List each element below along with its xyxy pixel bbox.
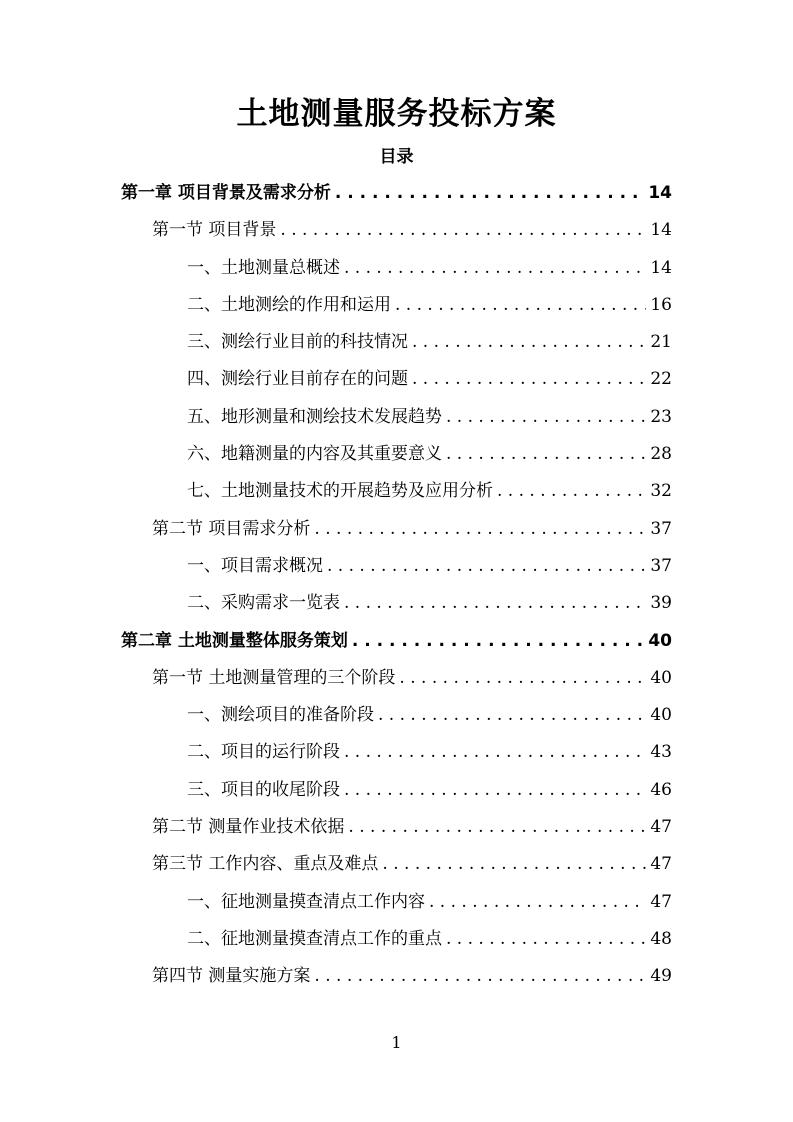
toc-entry-title: 第三节 工作内容、重点及难点 — [152, 854, 379, 875]
toc-entry-title: 一、项目需求概况 — [187, 555, 323, 576]
toc-entry-title: 六、地籍测量的内容及其重要意义 — [187, 444, 442, 465]
toc-dot-leader — [352, 623, 644, 660]
toc-entry-page: 43 — [650, 742, 672, 763]
toc-dot-leader — [412, 324, 646, 361]
toc-subsection-entry[interactable] — [0, 436, 793, 473]
toc-entry-page: 32 — [650, 481, 672, 502]
toc-subsection-entry[interactable] — [0, 548, 793, 585]
toc-entry-page: 37 — [650, 518, 672, 539]
toc-entry-title: 第四节 测量实施方案 — [152, 966, 311, 987]
toc-subsection-entry[interactable] — [0, 772, 793, 809]
toc-dot-leader — [382, 846, 646, 883]
toc-entry-page: 14 — [650, 257, 672, 278]
toc-dot-leader — [344, 585, 646, 622]
toc-subsection-entry[interactable] — [0, 250, 793, 287]
toc-entry-title: 七、土地测量技术的开展趋势及应用分析 — [187, 481, 493, 502]
toc-entry-title: 三、项目的收尾阶段 — [187, 779, 340, 800]
toc-entry-title: 五、地形测量和测绘技术发展趋势 — [187, 406, 442, 427]
toc-dot-leader — [344, 734, 646, 771]
toc-entry-page: 37 — [650, 555, 672, 576]
toc-subsection-entry[interactable] — [0, 697, 793, 734]
toc-section-entry[interactable] — [0, 809, 793, 846]
toc-dot-leader — [446, 921, 646, 958]
toc-section-entry[interactable] — [0, 846, 793, 883]
toc-entry-title: 第一章 项目背景及需求分析 — [121, 183, 331, 203]
toc-section-entry[interactable] — [0, 660, 793, 697]
toc-dot-leader — [446, 436, 646, 473]
toc-entry-page: 40 — [650, 705, 672, 726]
toc-dot-leader — [327, 548, 646, 585]
toc-dot-leader — [446, 399, 646, 436]
toc-entry-title: 一、土地测量总概述 — [187, 257, 340, 278]
toc-entry-page: 16 — [650, 294, 672, 315]
toc-dot-leader — [348, 809, 646, 846]
toc-dot-leader — [335, 175, 644, 212]
toc-entry-page: 46 — [650, 779, 672, 800]
toc-entry-title: 第一节 项目背景 — [152, 220, 277, 241]
toc-chapter-entry[interactable] — [0, 175, 793, 212]
toc-dot-leader — [399, 660, 646, 697]
toc-entry-title: 二、采购需求一览表 — [187, 593, 340, 614]
toc-entry-page: 40 — [648, 630, 672, 651]
toc-entry-page: 21 — [650, 332, 672, 353]
toc-entry-page: 39 — [650, 593, 672, 614]
toc-entry-page: 23 — [650, 406, 672, 427]
toc-dot-leader — [378, 697, 646, 734]
toc-entry-page: 48 — [650, 928, 672, 949]
toc-entry-page: 14 — [648, 183, 672, 203]
toc-entry-title: 一、征地测量摸查清点工作内容 — [187, 891, 425, 912]
toc-entry-page: 47 — [650, 854, 672, 875]
toc-entry-title: 一、测绘项目的准备阶段 — [187, 705, 374, 726]
toc-subsection-entry[interactable] — [0, 399, 793, 436]
toc-entry-title: 二、项目的运行阶段 — [187, 742, 340, 763]
toc-subsection-entry[interactable] — [0, 585, 793, 622]
toc-entry-title: 第二节 项目需求分析 — [152, 518, 311, 539]
toc-entry-page: 22 — [650, 369, 672, 390]
toc-subsection-entry[interactable] — [0, 287, 793, 324]
toc-subsection-entry[interactable] — [0, 921, 793, 958]
toc-entry-title: 四、测绘行业目前存在的问题 — [187, 369, 408, 390]
toc-entry-page: 49 — [650, 966, 672, 987]
toc-entry-title: 第一节 土地测量管理的三个阶段 — [152, 667, 396, 688]
table-of-contents — [0, 175, 793, 996]
document-title: 土地测量服务投标方案 — [236, 96, 557, 132]
toc-subsection-entry[interactable] — [0, 734, 793, 771]
toc-entry-title: 第二节 测量作业技术依据 — [152, 817, 345, 838]
toc-section-entry[interactable] — [0, 212, 793, 249]
toc-entry-title: 二、土地测绘的作用和运用 — [187, 294, 391, 315]
toc-dot-leader — [344, 772, 646, 809]
toc-entry-title: 二、征地测量摸查清点工作的重点 — [187, 928, 442, 949]
toc-entry-page: 40 — [650, 667, 672, 688]
toc-subsection-entry[interactable] — [0, 473, 793, 510]
toc-entry-page: 28 — [650, 444, 672, 465]
toc-dot-leader — [429, 884, 646, 921]
toc-entry-page: 47 — [650, 817, 672, 838]
toc-dot-leader — [344, 250, 646, 287]
toc-subsection-entry[interactable] — [0, 884, 793, 921]
toc-dot-leader — [280, 212, 646, 249]
toc-dot-leader — [314, 511, 646, 548]
toc-dot-leader — [412, 361, 646, 398]
toc-dot-leader — [497, 473, 646, 510]
toc-section-entry[interactable] — [0, 511, 793, 548]
toc-entry-title: 第二章 土地测量整体服务策划 — [121, 630, 348, 651]
toc-dot-leader — [395, 287, 646, 324]
toc-chapter-entry[interactable] — [0, 623, 793, 660]
toc-subsection-entry[interactable] — [0, 324, 793, 361]
toc-entry-page: 14 — [650, 220, 672, 241]
toc-entry-page: 47 — [650, 891, 672, 912]
toc-heading: 目录 — [379, 147, 414, 167]
toc-entry-title: 三、测绘行业目前的科技情况 — [187, 332, 408, 353]
toc-subsection-entry[interactable] — [0, 361, 793, 398]
toc-dot-leader — [314, 958, 646, 995]
toc-section-entry[interactable] — [0, 958, 793, 995]
page-number: 1 — [391, 1033, 402, 1052]
